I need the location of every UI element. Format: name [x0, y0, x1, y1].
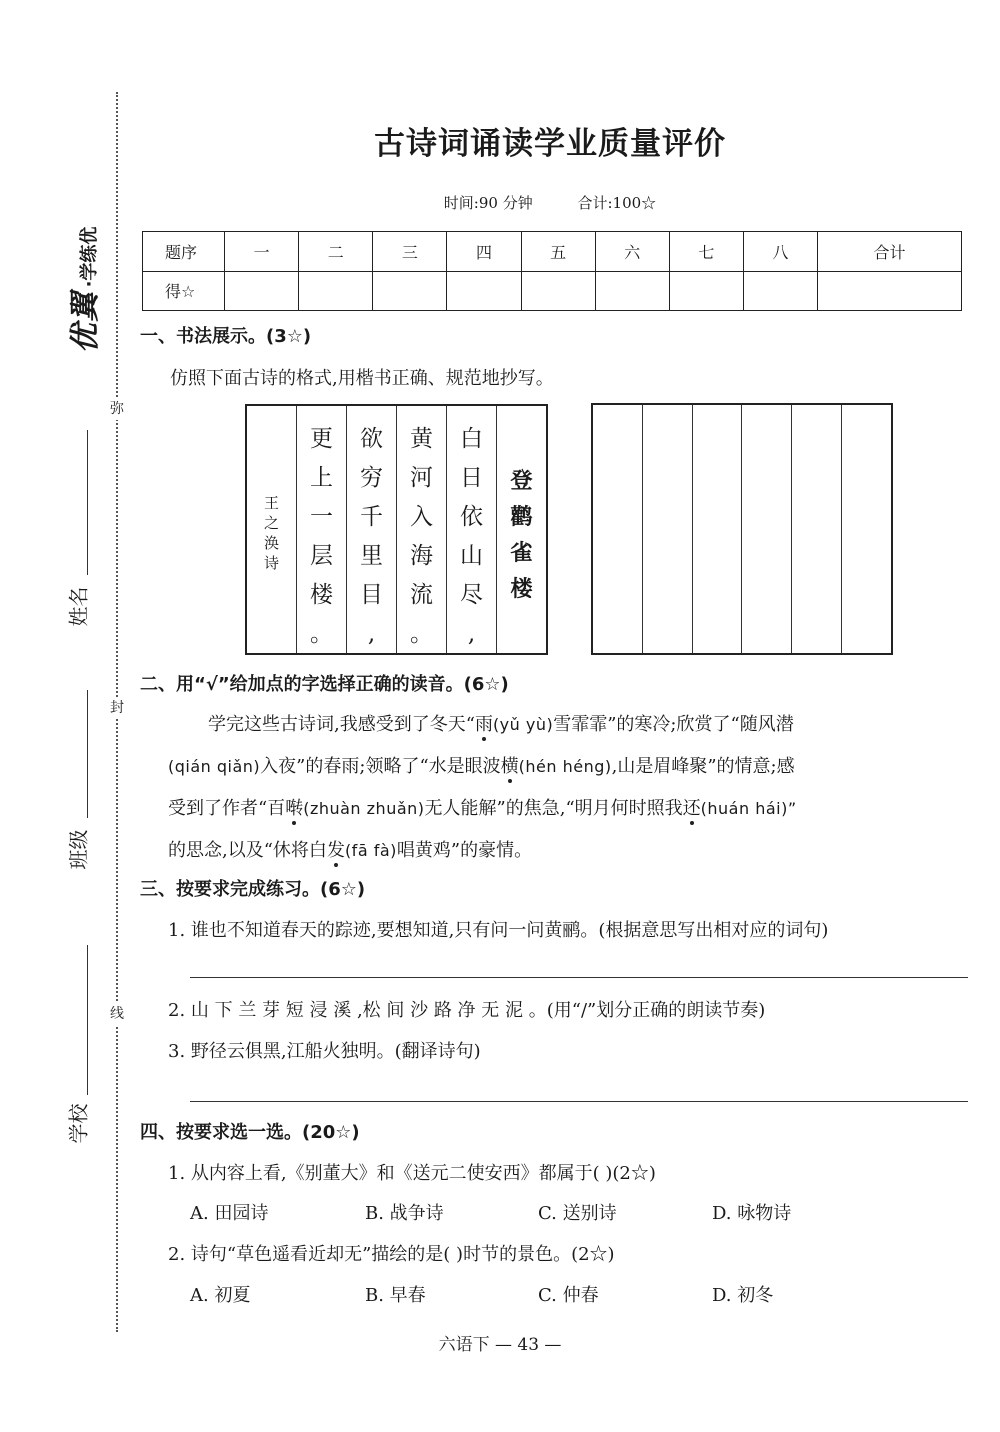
section4-q1: 1. 从内容上看,《别董大》和《送元二使安西》都属于( )(2☆)	[168, 1163, 656, 1184]
pinyin-choice[interactable]: (huán hái)”	[700, 799, 797, 818]
poem-author-char: 诗	[263, 553, 279, 572]
poem-char: 层	[310, 543, 333, 569]
exam-time: 时间:90 分钟	[443, 194, 533, 212]
score-cell-5[interactable]	[521, 271, 595, 311]
class-field[interactable]	[52, 690, 102, 870]
option-b[interactable]: B. 早春	[365, 1285, 426, 1306]
poem-char: 目	[360, 582, 383, 608]
text-span: 的思念,以及“休将白	[168, 840, 327, 861]
col-2: 二	[299, 232, 373, 272]
copy-writing-grid[interactable]	[591, 403, 893, 655]
score-cell-8[interactable]	[743, 271, 817, 311]
dotted-char: 发	[326, 840, 345, 861]
option-d[interactable]: D. 初冬	[712, 1285, 774, 1306]
option-a[interactable]: A. 田园诗	[190, 1203, 269, 1224]
school-field[interactable]	[52, 945, 102, 1144]
poem-char: 白	[460, 426, 483, 452]
name-field[interactable]	[52, 430, 102, 630]
row-label-score: 得☆	[143, 271, 225, 311]
seal-mark-feng: 封	[106, 697, 128, 719]
poem-title-char: 雀	[510, 539, 533, 566]
section4-q2: 2. 诗句“草色遥看近却无”描绘的是( )时节的景色。(2☆)	[168, 1244, 615, 1265]
poem-line-1	[446, 406, 496, 653]
section3-q1: 1. 谁也不知道春天的踪迹,要想知道,只有问一问黄鹂。(根据意思写出相对应的词句)	[168, 920, 829, 941]
section2-line-2	[168, 752, 795, 778]
option-b[interactable]: B. 战争诗	[365, 1203, 444, 1224]
copy-column[interactable]	[643, 405, 693, 653]
copy-column[interactable]	[742, 405, 792, 653]
poem-char: 尽	[460, 582, 483, 608]
exam-meta	[140, 192, 960, 213]
col-1: 一	[225, 232, 299, 272]
pinyin-choice[interactable]: (qián qiǎn)	[168, 757, 261, 776]
poem-author-column	[247, 406, 296, 653]
text-span: 无人能解”的焦急,“明月何时照我	[424, 798, 683, 819]
poem-author-char: 涣	[263, 533, 279, 552]
poem-char: 一	[310, 504, 333, 530]
section2-line-3	[168, 794, 797, 820]
poem-char: 楼	[310, 582, 333, 608]
poem-char: 穷	[360, 465, 383, 491]
answer-line-q1[interactable]	[190, 977, 968, 978]
name-label: 姓名	[66, 586, 91, 627]
text-span: 受到了作者“百	[168, 798, 286, 819]
section1-instruction: 仿照下面古诗的格式,用楷书正确、规范地抄写。	[170, 368, 554, 389]
answer-line-q3[interactable]	[190, 1101, 968, 1102]
poem-line-4	[296, 406, 346, 653]
poem-char: 更	[310, 426, 333, 452]
page-footer: 六语下 — 43 —	[438, 1335, 562, 1355]
row-label-order: 题序	[143, 232, 225, 272]
option-a[interactable]: A. 初夏	[190, 1285, 251, 1306]
school-line	[87, 945, 88, 1095]
col-total: 合计	[818, 232, 962, 272]
poem-title-char: 楼	[510, 575, 533, 602]
dotted-char: 还	[682, 798, 701, 819]
score-table-score-row	[143, 271, 962, 311]
pinyin-choice[interactable]: (fā fà)	[344, 841, 397, 860]
text-span: 雪霏霏”的寒冷;欣赏了“随风潜	[553, 714, 794, 735]
poem-author-char: 之	[263, 513, 279, 532]
section2-line-1	[208, 710, 794, 736]
poem-punct: ,	[467, 621, 476, 647]
score-cell-3[interactable]	[373, 271, 447, 311]
poem-sample-grid	[245, 404, 548, 655]
page-title: 古诗词诵读学业质量评价	[374, 126, 726, 162]
text-span: 学完这些古诗词,我感受到了冬天“	[208, 714, 475, 735]
dotted-char: 横	[500, 756, 519, 777]
seal-mark-mi: 弥	[106, 398, 128, 420]
poem-char: 日	[460, 465, 483, 491]
seal-mark-xian: 线	[106, 1003, 128, 1025]
pinyin-choice[interactable]: (hén héng)	[518, 757, 612, 776]
col-5: 五	[521, 232, 595, 272]
name-line	[87, 430, 88, 575]
poem-char: 上	[310, 465, 333, 491]
poem-char: 里	[360, 543, 383, 569]
col-4: 四	[447, 232, 521, 272]
section2-heading: 二、用“√”给加点的字选择正确的读音。(6☆)	[140, 674, 509, 695]
dotted-char: 啭	[285, 798, 304, 819]
text-span: 唱黄鸡”的豪情。	[396, 840, 533, 861]
copy-column[interactable]	[792, 405, 842, 653]
score-cell-1[interactable]	[225, 271, 299, 311]
section2-line-4	[168, 836, 532, 862]
brand-main: 优翼	[68, 291, 103, 354]
copy-column[interactable]	[693, 405, 743, 653]
section4-heading: 四、按要求选一选。(20☆)	[140, 1122, 360, 1143]
text-span: ,山是眉峰聚”的情意;感	[611, 756, 795, 777]
option-d[interactable]: D. 咏物诗	[712, 1203, 792, 1224]
poem-char: 欲	[360, 426, 383, 452]
poem-char: 山	[460, 543, 483, 569]
text-span: 入夜”的春雨;领略了“水是眼波	[260, 756, 501, 777]
poem-char: 河	[410, 465, 433, 491]
score-table-header-row	[143, 232, 962, 272]
pinyin-choice[interactable]: (yǔ yù)	[492, 715, 554, 734]
poem-line-2	[396, 406, 446, 653]
pinyin-choice[interactable]: (zhuàn zhuǎn)	[303, 799, 425, 818]
brand-sub: ·学练优	[79, 226, 100, 288]
dotted-char: 雨	[474, 714, 493, 735]
poem-punct: 。	[310, 621, 333, 647]
score-cell-6[interactable]	[595, 271, 669, 311]
poem-title-column	[496, 406, 546, 653]
poem-punct: 。	[410, 621, 433, 647]
school-label: 学校	[66, 1103, 91, 1144]
section1-heading: 一、书法展示。(3☆)	[140, 326, 312, 347]
class-label: 班级	[66, 829, 91, 870]
poem-char: 千	[360, 504, 383, 530]
exam-total: 合计:100☆	[577, 194, 657, 212]
col-3: 三	[373, 232, 447, 272]
poem-title-char: 登	[510, 467, 533, 494]
col-7: 七	[669, 232, 743, 272]
score-cell-4[interactable]	[447, 271, 521, 311]
section3-q2: 2. 山 下 兰 芽 短 浸 溪 ,松 间 沙 路 净 无 泥 。(用“/”划分正确的朗读节奏)	[168, 1000, 766, 1021]
poem-punct: ,	[367, 621, 376, 647]
poem-char: 依	[460, 504, 483, 530]
poem-line-3	[346, 406, 396, 653]
poem-char: 海	[410, 543, 433, 569]
score-cell-7[interactable]	[669, 271, 743, 311]
col-8: 八	[743, 232, 817, 272]
section3-q3: 3. 野径云俱黑,江船火独明。(翻译诗句)	[168, 1041, 481, 1062]
poem-title-char: 鹳	[510, 503, 533, 530]
option-c[interactable]: C. 仲春	[538, 1285, 599, 1306]
score-table	[142, 231, 962, 311]
option-c[interactable]: C. 送别诗	[538, 1203, 617, 1224]
copy-column[interactable]	[593, 405, 643, 653]
brand-logo	[62, 190, 102, 390]
poem-char: 黄	[410, 426, 433, 452]
poem-author-char: 王	[263, 493, 279, 512]
copy-column[interactable]	[842, 405, 891, 653]
col-6: 六	[595, 232, 669, 272]
class-line	[87, 690, 88, 818]
score-cell-2[interactable]	[299, 271, 373, 311]
section3-heading: 三、按要求完成练习。(6☆)	[140, 879, 366, 900]
score-cell-total[interactable]	[818, 271, 962, 311]
poem-char: 流	[410, 582, 433, 608]
poem-char: 入	[410, 504, 433, 530]
